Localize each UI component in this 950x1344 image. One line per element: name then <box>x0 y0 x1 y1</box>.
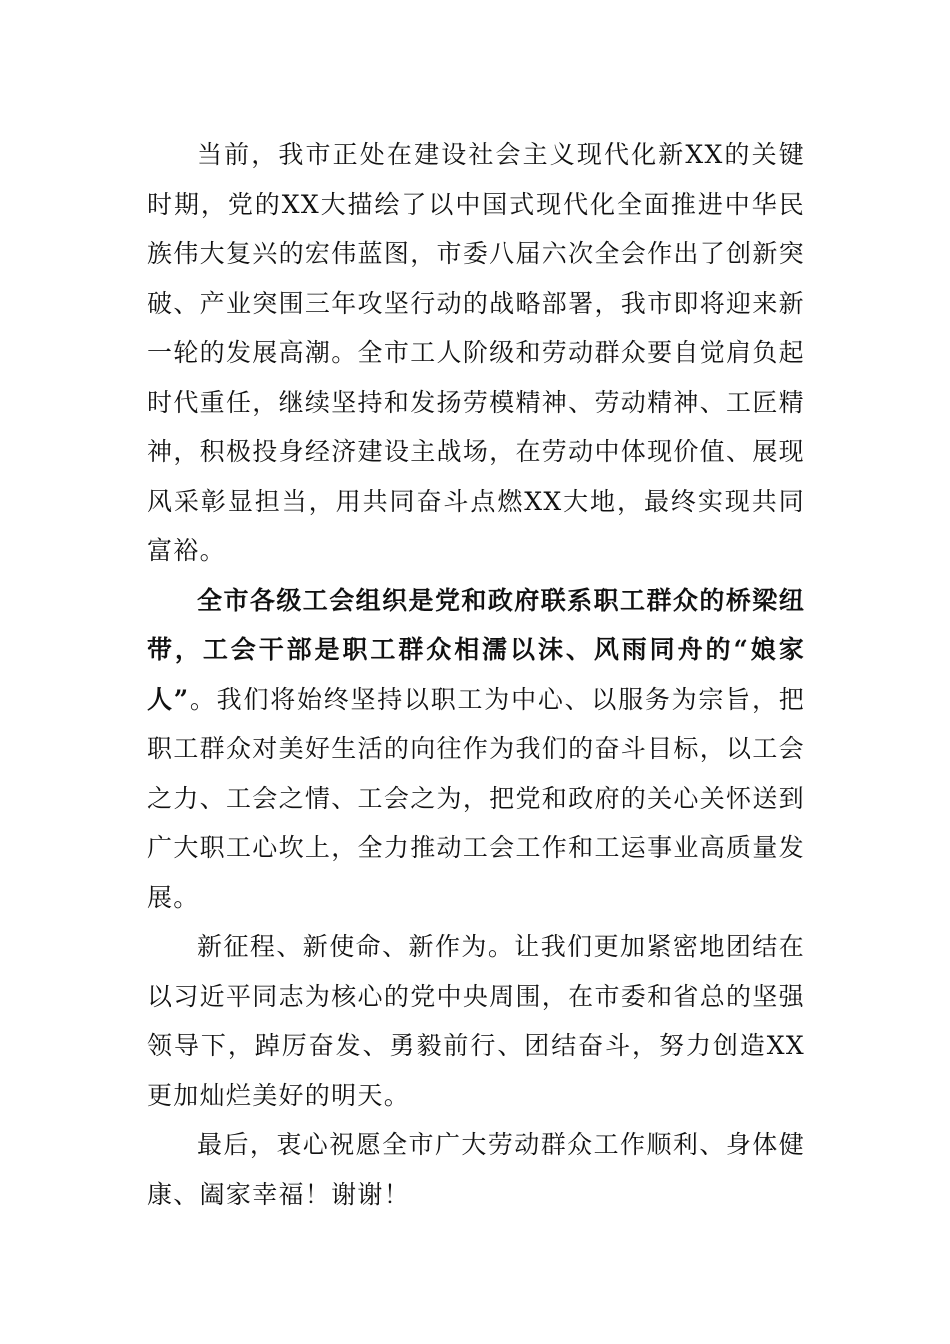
paragraph-1 <box>147 130 805 576</box>
paragraph-4-text: 最后，衷心祝愿全市广大劳动群众工作顺利、身体健康、阖家幸福！谢谢！ <box>147 1130 805 1209</box>
paragraph-2-text: 。我们将始终坚持以职工为中心、以服务为宗旨，把职工群众对美好生活的向往作为我们的奋斗目标，以工会之力、工会之情、工会之为，把党和政府的关心关怀送到广大职工心坎上，全力推动工会工作和工运事业高质量发展。 <box>147 684 806 912</box>
paragraph-2-bold-lead: 全市各级工会组织是党和政府联系职工群众的桥梁纽带，工会干部是职工群众相濡以沫、风雨同舟的“娘家人” <box>147 585 805 714</box>
document-page <box>147 130 805 1219</box>
paragraph-4 <box>147 1120 805 1219</box>
paragraph-1-text: 当前，我市正处在建设社会主义现代化新XX的关键时期，党的XX大描绘了以中国式现代化全面推进中华民族伟大复兴的宏伟蓝图，市委八届六次全会作出了创新突破、产业突围三年攻坚行动的战略部署，我市即将迎来新一轮的发展高潮。全市工人阶级和劳动群众要自觉肩负起时代重任，继续坚持和发扬劳模精神、劳动精神、工匠精神，积极投身经济建设主战场，在劳动中体现价值、展现风采彰显担当，用共同奋斗点燃XX大地，最终实现共同富裕。 <box>147 140 805 565</box>
paragraph-3 <box>147 922 805 1120</box>
paragraph-2 <box>147 576 805 923</box>
paragraph-3-text: 新征程、新使命、新作为。让我们更加紧密地团结在以习近平同志为核心的党中央周围，在市委和省总的坚强领导下，踔厉奋发、勇毅前行、团结奋斗，努力创造XX更加灿烂美好的明天。 <box>147 932 805 1110</box>
